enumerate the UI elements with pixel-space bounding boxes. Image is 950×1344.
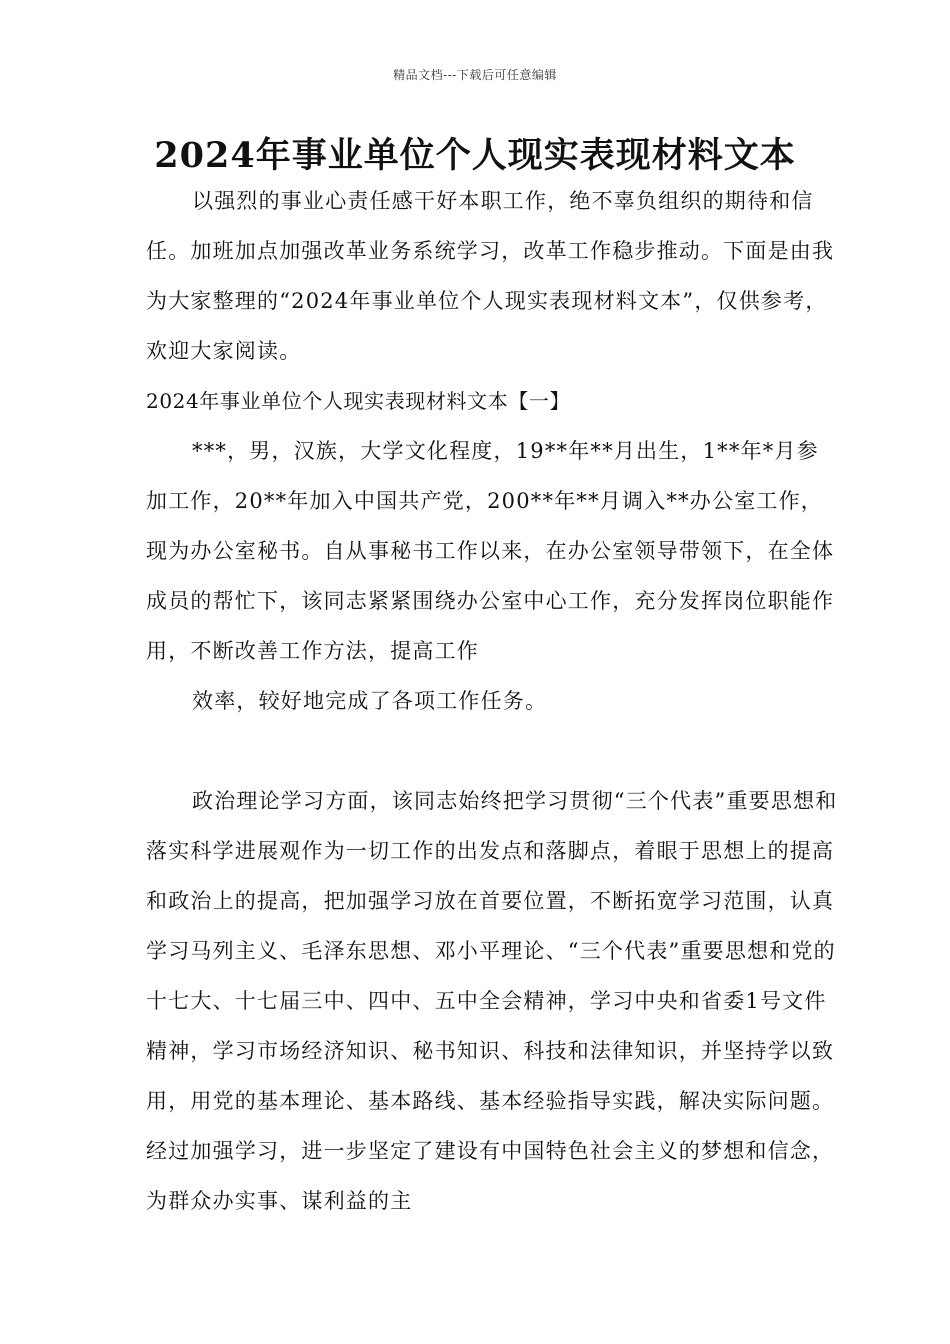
intro-paragraph: 以强烈的事业心责任感干好本职工作，绝不辜负组织的期待和信任。加班加点加强改革业务系统学习，改革工作稳步推动。下面是由我为大家整理的“2024年事业单位个人现实表现材料文本”，仅供参考，欢迎大家阅读。 <box>146 189 835 363</box>
document-body-upper <box>146 176 838 726</box>
header-note: 精品文档---下载后可任意编辑 <box>393 68 557 82</box>
paragraph-profile: ***，男，汉族，大学文化程度，19**年**月出生，1**年*月参加工作，20**年加入中国共产党，200**年**月调入**办公室工作，现为办公室秘书。自从事秘书工作以来，在办公室领导带领下，在全体成员的帮忙下，该同志紧紧围绕办公室中心工作，充分发挥岗位职能作用，不断改善工作方法，提高工作 <box>146 439 835 663</box>
document-body-lower <box>146 776 838 1226</box>
paragraph-political-study: 政治理论学习方面，该同志始终把学习贯彻“三个代表”重要思想和落实科学进展观作为一切工作的出发点和落脚点，着眼于思想上的提高和政治上的提高，把加强学习放在首要位置，不断拓宽学习范围，认真学习马列主义、毛泽东思想、邓小平理论、“三个代表”重要思想和党的十七大、十七届三中、四中、五中全会精神，学习中央和省委1号文件精神，学习市场经济知识、秘书知识、科技和法律知识，并坚持学以致用，用党的基本理论、基本路线、基本经验指导实践，解决实际问题。经过加强学习，进一步坚定了建设有中国特色社会主义的梦想和信念，为群众办实事、谋利益的主 <box>146 789 838 1213</box>
document-title: 2024年事业单位个人现实表现材料文本 <box>154 135 796 176</box>
paragraph-efficiency: 效率，较好地完成了各项工作任务。 <box>192 689 548 713</box>
section-heading: 2024年事业单位个人现实表现材料文本【一】 <box>146 389 571 413</box>
